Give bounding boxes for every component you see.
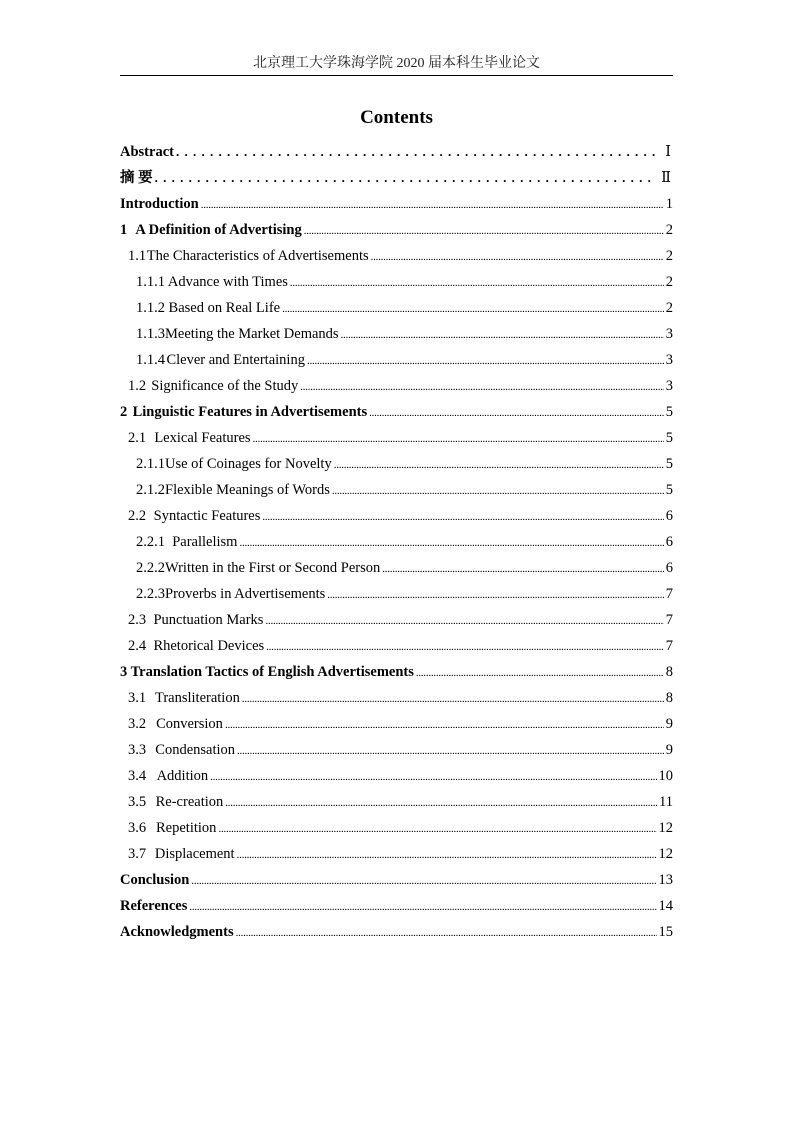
toc-entry[interactable] [120,711,673,737]
toc-entry-number: 3.2 [128,716,147,732]
dot-leader [304,217,664,244]
toc-entry-label: Syntactic Features [153,508,261,524]
toc-entry-number: 2 [120,404,128,420]
toc-entry-number: 2.1.2 [136,482,165,498]
toc-entry-label: Meeting the Market Demands [165,326,339,342]
toc-entry[interactable] [120,737,673,763]
dot-leader [210,763,656,790]
toc-entry-number: 3.5 [128,794,147,810]
toc-entry-number: 1.1.1 [136,274,165,290]
toc-entry[interactable] [120,451,673,477]
toc-entry-page: 15 [658,924,673,940]
toc-entry-label: Abstract [120,144,174,160]
toc-entry-page: 2 [665,274,673,290]
dot-leader [237,841,657,868]
toc-entry-number: 2.2.2 [136,560,165,576]
dot-leader [201,191,664,218]
dot-leader [189,893,656,920]
toc-entry-page: 5 [665,456,673,472]
toc-entry-label: Lexical Features [154,430,251,446]
toc-entry[interactable] [120,217,673,243]
toc-entry-number: 2.1.1 [136,456,165,472]
dot-leader [155,165,654,191]
toc-entry[interactable] [120,321,673,347]
toc-entry-page: 3 [665,326,673,342]
toc-entry-number: 2.2.3 [136,586,165,602]
dot-leader [242,685,664,712]
toc-entry-number: 2.4 [128,638,147,654]
page-title: Contents [360,107,433,128]
toc-entry-number: 1.2 [128,378,147,394]
dot-leader [341,321,664,348]
toc-entry-page: 2 [665,300,673,316]
toc-entry-label: References [120,898,188,914]
toc-entry[interactable] [120,789,673,815]
toc-entry-label: Conversion [156,716,223,732]
toc-entry-page: 2 [665,222,673,238]
toc-entry[interactable] [120,659,673,685]
toc-entry-page: 9 [665,716,673,732]
toc-entry-label: Transliteration [154,690,240,706]
dot-leader [334,451,664,478]
toc-entry-label: Based on Real Life [168,300,281,316]
dot-leader [307,347,664,374]
toc-entry-page: 6 [665,508,673,524]
toc-entry[interactable] [120,529,673,555]
toc-entry-page: 3 [665,352,673,368]
dot-leader [332,477,664,504]
toc-entry-number: 3.6 [128,820,147,836]
toc-entry-page: 2 [665,248,673,264]
toc-entry-label: 摘 要 [120,170,153,186]
toc-entry[interactable] [120,633,673,659]
toc-entry-page: 5 [665,404,673,420]
toc-entry[interactable] [120,373,673,399]
toc-entry-label: Flexible Meanings of Words [165,482,330,498]
toc-entry-page: 8 [665,690,673,706]
toc-entry-page: 12 [658,820,673,836]
toc-entry-number: 3.3 [128,742,147,758]
toc-entry-number: 3.7 [128,846,147,862]
toc-entry-label: Repetition [156,820,217,836]
toc-entry-number: 1.1.3 [136,326,165,342]
dot-leader [225,711,664,738]
toc-entry[interactable] [120,139,673,165]
toc-entry-page: 12 [658,846,673,862]
toc-entry-label: Clever and Entertaining [166,352,305,368]
toc-entry[interactable] [120,503,673,529]
toc-entry-page: 1 [665,196,673,212]
toc-entry[interactable] [120,295,673,321]
toc-entry-label: Linguistic Features in Advertisements [132,404,368,420]
toc-entry-label: Parallelism [172,534,238,550]
toc-entry-page: 13 [658,872,673,888]
toc-entry-number: 2.3 [128,612,147,628]
toc-entry[interactable] [120,867,673,893]
toc-entry-page: 7 [665,638,673,654]
toc-entry-page: 6 [665,560,673,576]
dot-leader [218,815,656,842]
toc-entry-label: Proverbs in Advertisements [165,586,326,602]
toc-entry-label: Addition [156,768,209,784]
toc-entry-label: Rhetorical Devices [153,638,265,654]
toc-entry-page: 5 [665,430,673,446]
dot-leader [225,789,657,816]
dot-leader [371,243,664,270]
toc-entry-number: 3.4 [128,768,147,784]
toc-entry[interactable] [120,763,673,789]
toc-entry-label: The Characteristics of Advertisements [146,248,369,264]
toc-entry-number: 3 [120,664,128,680]
toc-entry-number: 2.2 [128,508,147,524]
dot-leader [282,295,664,322]
toc-entry[interactable] [120,607,673,633]
dot-leader [237,737,664,764]
toc-entry-page: 6 [665,534,673,550]
toc-entry[interactable] [120,165,673,191]
toc-entry-page: Ⅰ [665,144,671,160]
toc-entry-page: 14 [658,898,673,914]
toc-entry-page: 8 [665,664,673,680]
dot-leader [239,529,663,556]
toc-entry-label: A Definition of Advertising [135,222,302,238]
dot-leader [266,633,664,660]
toc-entry-page: 11 [659,794,673,810]
toc-entry[interactable] [120,815,673,841]
toc-entry-label: Translation Tactics of English Advertisements [130,664,414,680]
toc-entry[interactable] [120,685,673,711]
toc-entry-number: 3.1 [128,690,147,706]
dot-leader [327,581,663,608]
toc-entry[interactable] [120,477,673,503]
toc-entry-number: 1 [120,222,128,238]
toc-entry[interactable] [120,269,673,295]
toc-entry-label: Re-creation [155,794,224,810]
dot-leader [416,659,664,686]
page-header: 北京理工大学珠海学院 2020 届本科生毕业论文 [253,56,540,71]
toc-entry-number: 2.2.1 [136,534,165,550]
toc-entry[interactable] [120,893,673,919]
toc-entry-number: 1.1.4 [136,352,165,368]
dot-leader [382,555,663,582]
toc-entry-number: 1.1.2 [136,300,165,316]
toc-entry-page: Ⅱ [661,170,671,186]
toc-entry[interactable] [120,841,673,867]
toc-entry-label: Use of Coinages for Novelty [165,456,332,472]
toc-entry-label: Introduction [120,196,199,212]
toc-entry-page: 9 [665,742,673,758]
dot-leader [369,399,664,426]
toc-entry[interactable] [120,399,673,425]
toc-entry[interactable] [120,347,673,373]
toc-entry-page: 3 [665,378,673,394]
toc-entry[interactable] [120,191,673,217]
dot-leader [290,269,664,296]
toc-entry-page: 7 [665,586,673,602]
toc-entry[interactable] [120,555,673,581]
toc-entry-page: 10 [658,768,673,784]
toc-entry[interactable] [120,919,673,945]
toc-entry-label: Advance with Times [167,274,288,290]
toc-entry-label: Significance of the Study [151,378,299,394]
dot-leader [191,867,656,894]
toc-entry-page: 5 [665,482,673,498]
dot-leader [262,503,663,530]
toc-entry-label: Punctuation Marks [153,612,264,628]
dot-leader [236,919,657,946]
toc-entry-label: Conclusion [120,872,190,888]
toc-entry[interactable] [120,425,673,451]
dot-leader [265,607,663,634]
toc-entry[interactable] [120,243,673,269]
toc-entry-number: 1.1 [128,248,147,264]
dot-leader [253,425,664,452]
header-rule [120,75,673,76]
toc-entry-label: Displacement [154,846,235,862]
dot-leader [300,373,664,400]
toc-entry-page: 7 [665,612,673,628]
toc-entry-label: Condensation [155,742,236,758]
toc-entry-label: Written in the First or Second Person [165,560,381,576]
table-of-contents [120,139,673,945]
toc-entry[interactable] [120,581,673,607]
toc-entry-number: 2.1 [128,430,147,446]
dot-leader [176,139,657,165]
toc-entry-label: Acknowledgments [120,924,234,940]
